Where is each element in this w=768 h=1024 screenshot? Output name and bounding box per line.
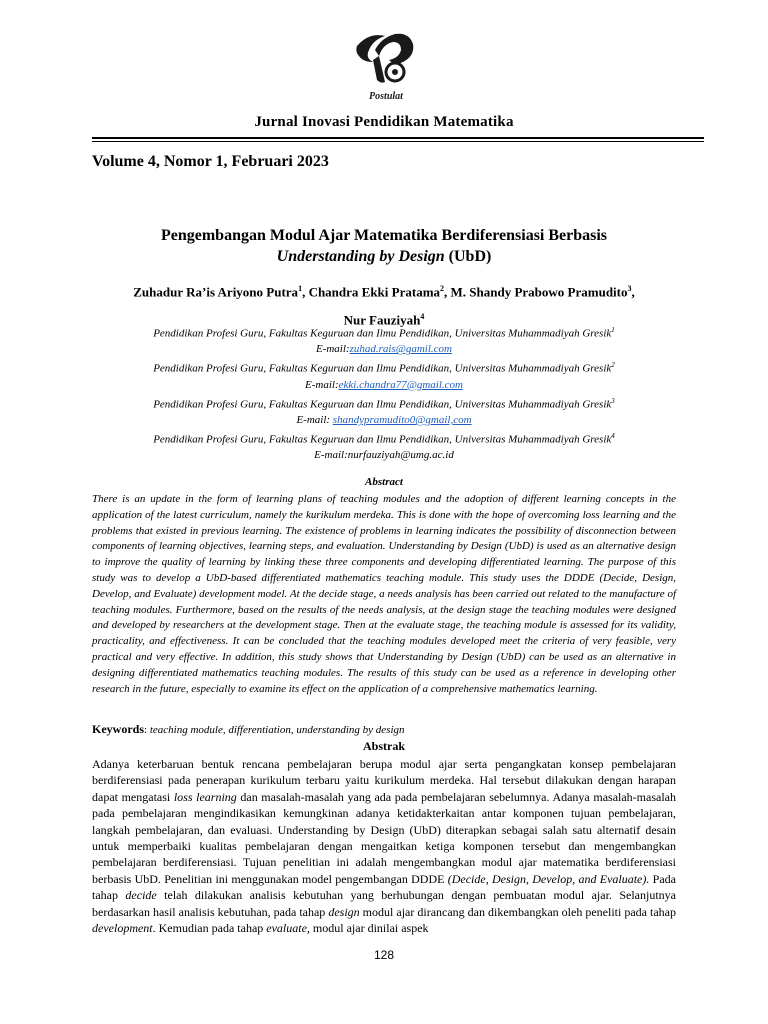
keywords-list: teaching module, differentiation, understanding by design bbox=[149, 724, 405, 736]
author-index: 1 bbox=[298, 284, 303, 293]
header-rule-thick bbox=[92, 137, 704, 139]
email-link[interactable]: ekki.chandra77@gmail.com bbox=[338, 378, 463, 391]
journal-name: Jurnal Inovasi Pendidikan Matematika bbox=[254, 114, 514, 130]
email-label: E-mail: bbox=[305, 378, 339, 391]
abstract-heading: Abstract bbox=[365, 476, 403, 488]
abstrak-italic: loss learning bbox=[173, 789, 237, 804]
author-index: 4 bbox=[420, 312, 425, 322]
paper-title bbox=[92, 225, 676, 267]
affiliation-text: Pendidikan Profesi Guru, Fakultas Keguruan dan Ilmu Pendidikan, Universitas Muhammadiyah Gresik bbox=[153, 327, 612, 340]
journal-logo-icon bbox=[351, 26, 421, 104]
author-separator: , bbox=[444, 284, 451, 300]
author-name: Nur Fauziyah bbox=[343, 312, 421, 328]
abstrak-italic: (Decide, Design, Develop, and Evaluate). bbox=[447, 871, 650, 886]
abstrak-text: dan masalah-masalah yang ada pada pembelajaran sebelumnya. Adanya masalah-masalah pada pembelajaran mengindikasikan kemungkinan adanya ketidakterkaitan antar komponen tujuan pembelajaran, langkah pembelajaran, dan evaluasi. Understanding by Design (UbD) diterapkan sebagai salah satu alternatif desain untuk memperbaiki kualitas pembelajaran dengan mengaitkan ketiga komponen tersebut dan mengembangkan pembelajaran berdiferensiasi. Tujuan penelitian ini adalah mengembangkan modul ajar matematika berdiferensiasi berbasis UbD. Penelitian ini menggunakan model pengembangan DDDE bbox=[92, 789, 676, 886]
author-separator: , bbox=[302, 284, 309, 300]
abstrak-italic: evaluate, bbox=[266, 921, 310, 936]
abstrak-text: Adanya keterbaruan bentuk rencana pembelajaran berupa modul ajar serta pengangkatan konsep pembelajaran berdiferensiasi pada penerapan kurikulum terbaru yaitu kurikulum merdeka. Hal tersebut dilakukan dengan harapan dapat mengatasi bbox=[92, 757, 676, 804]
email-link[interactable]: zuhad.rais@gamil.com bbox=[349, 343, 452, 356]
abstrak-text: Pada tahap bbox=[92, 871, 676, 903]
author-name: Chandra Ekki Pratama bbox=[308, 284, 441, 300]
abstrak-text: telah dilakukan analisis kebutuhan yang berhubungan dengan pembuatan modul ajar. Selanjutnya berdasarkan hasil analisis kebutuhan, pada tahap bbox=[92, 888, 676, 919]
author-line-1 bbox=[92, 276, 676, 304]
affiliation-index: 1 bbox=[611, 326, 615, 334]
email-link[interactable]: shandypramudito0@gmail,com bbox=[332, 413, 472, 426]
author-index: 2 bbox=[440, 284, 445, 293]
author-name: M. Shandy Prabowo Pramudito bbox=[450, 284, 628, 300]
abstrak-italic: design bbox=[328, 904, 360, 919]
abstrak-text: . Kemudian pada tahap bbox=[152, 921, 267, 936]
affiliation-line bbox=[92, 394, 676, 413]
keywords-separator: : bbox=[144, 724, 150, 736]
title-rest: (UbD) bbox=[444, 248, 492, 265]
title-italic-part: Understanding by Design bbox=[276, 248, 445, 265]
author-name: Zuhadur Ra’is Ariyono Putra bbox=[133, 284, 299, 300]
page-number: 128 bbox=[373, 948, 395, 962]
header-rule-thin bbox=[92, 141, 704, 142]
logo-wordmark: Postulat bbox=[369, 91, 403, 102]
email-label: E-mail: bbox=[296, 413, 333, 426]
volume-issue: Volume 4, Nomor 1, Februari 2023 bbox=[92, 153, 329, 170]
email-label: E-mail:nurfauziyah@umg.ac.id bbox=[314, 449, 454, 462]
email-line bbox=[92, 342, 676, 358]
author-index: 3 bbox=[627, 284, 632, 293]
title-line-2 bbox=[92, 246, 676, 267]
affiliation-text: Pendidikan Profesi Guru, Fakultas Keguruan dan Ilmu Pendidikan, Universitas Muhammadiyah Gresik bbox=[153, 433, 612, 446]
affiliation-text: Pendidikan Profesi Guru, Fakultas Keguruan dan Ilmu Pendidikan, Universitas Muhammadiyah Gresik bbox=[153, 398, 612, 411]
affiliation-index: 3 bbox=[611, 396, 615, 405]
affiliation-index: 4 bbox=[611, 431, 615, 440]
affiliation-line bbox=[92, 358, 676, 377]
email-label: E-mail: bbox=[315, 343, 350, 356]
email-line bbox=[92, 378, 676, 394]
abstrak-heading: Abstrak bbox=[362, 739, 405, 753]
affiliation-line bbox=[92, 429, 676, 448]
email-line bbox=[92, 448, 676, 464]
affiliation-line bbox=[92, 323, 676, 342]
keywords-label: Keywords bbox=[92, 722, 144, 736]
abstrak-text: modul ajar dinilai aspek bbox=[309, 921, 429, 936]
email-line bbox=[92, 413, 676, 429]
abstrak-text: modul ajar dirancang dan dikembangkan oleh peneliti pada tahap bbox=[359, 904, 677, 919]
affiliations bbox=[92, 323, 676, 464]
title-line-1: Pengembangan Modul Ajar Matematika Berdiferensiasi Berbasis bbox=[160, 227, 608, 244]
affiliation-text: Pendidikan Profesi Guru, Fakultas Keguruan dan Ilmu Pendidikan, Universitas Muhammadiyah Gresik bbox=[153, 362, 612, 375]
abstrak-italic: development bbox=[92, 921, 153, 936]
abstrak-italic: decide bbox=[125, 888, 157, 903]
abstract-indonesian bbox=[92, 756, 676, 936]
affiliation-index: 2 bbox=[611, 361, 615, 370]
abstract-english: There is an update in the form of learning plans of teaching modules and the adoption of different learning concepts in the application of the latest curriculum, namely the kurikulum merdeka. This is done with the hope of overcoming loss learning and the problems that existed in previous learning. The existence of problems in learning indicates the possibility of disconnection between components of learning objectives, learning steps, and evaluation. Understanding by Design (UbD) is used as an alternative design to improve the quality of learning by linking these three components and developing differentiated learning. The purpose of this study was to develop a UbD-based differentiated mathematics teaching module. This study uses the DDDE (Decide, Design, Develop, and Evaluate) development model. At the decide stage, a needs analysis has been carried out related to the manufacture of teaching modules. Furthermore, based on the results of the needs analysis, at the design stage the teaching modules were designed and developed by researchers at the development stage. Then at the evaluate stage, the teaching module is assessed for its validity, practicality, and effectiveness. It can be concluded that the teaching modules developed meet the criteria of very feasible, very practical and very effective. In addition, this study shows that Understanding by Design (UbD) can be used as an alternative in designing differentiated mathematics teaching modules. The results of this study can be used as a reference in developing other research in the future, especially to examine its effect on the application of a comprehensive mathematics learning. bbox=[92, 493, 676, 695]
keywords-line bbox=[92, 722, 676, 737]
author-separator: , bbox=[631, 284, 635, 300]
